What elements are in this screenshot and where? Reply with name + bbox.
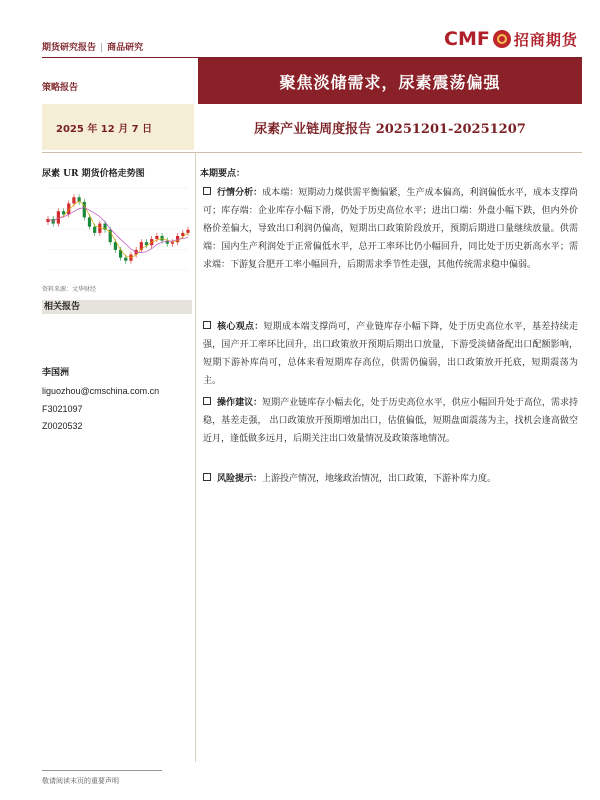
chart-candle bbox=[155, 236, 158, 239]
crumb-report: 期货研究报告 bbox=[42, 43, 97, 53]
section-divider bbox=[42, 152, 582, 153]
bullet-box-icon bbox=[203, 473, 211, 481]
report-subtitle: 尿素产业链周度报告 20251201-20251207 bbox=[254, 121, 526, 137]
bullet-trading-advice bbox=[203, 394, 578, 448]
author-license-1: F3021097 bbox=[42, 404, 83, 414]
chart-candle bbox=[93, 227, 96, 233]
bullet-box-icon bbox=[203, 397, 211, 405]
header-breadcrumb bbox=[42, 40, 143, 53]
bullet-text: 成本端：短期动力煤供需平衡偏紧，生产成本偏高，利润偏低水平，成本支撑尚可；库存端：企业库存小幅下滑，仍处于历史高位水平；进出口端：外盘小幅下跌，但内外价格价差偏大，导致出口利润仍偏高，短期出口政策阶段放开，预期后期进口量继续放量。供需端：国内生产利润处于正常偏低水平，总开工率环比仍小幅回升，同比处于历史新高水平；需求端：下游复合肥开工率小幅回升，后期需求季节性走强，其他传统需求稳中偏弱。 bbox=[203, 188, 578, 270]
crumb-separator: | bbox=[100, 43, 104, 53]
chart-candle bbox=[124, 258, 127, 261]
related-reports-heading: 相关报告 bbox=[42, 300, 192, 314]
bullet-label: 风险提示： bbox=[217, 474, 263, 484]
bullet-text: 上游投产情况，地缘政治情况，出口政策，下游补库力度。 bbox=[262, 474, 497, 484]
logo-cn-text: 招商期货 bbox=[513, 30, 578, 49]
bullet-label: 行情分析： bbox=[217, 188, 263, 198]
bullet-market-analysis bbox=[203, 184, 578, 274]
price-chart bbox=[42, 180, 192, 280]
company-logo bbox=[444, 27, 578, 51]
chart-heading: 尿素 UR 期货价格走势图 bbox=[42, 169, 145, 179]
date-box bbox=[42, 104, 194, 150]
logo-badge-icon bbox=[493, 30, 511, 48]
bullet-box-icon bbox=[203, 321, 211, 329]
price-chart-svg bbox=[42, 180, 192, 280]
bullet-text: 短期产业链库存小幅去化，处于历史高位水平，供应小幅回升处于高位，需求持稳，基差走强， 出口政策放开预期增加出口，估值偏低，短期盘面震荡为主，找机会逢高做空近月，逢低做多远月，后期关注出口效量情况及政策落地情况。 bbox=[203, 398, 578, 444]
chart-candle bbox=[62, 211, 65, 214]
chart-candle bbox=[88, 217, 91, 226]
author-name: 李国洲 bbox=[42, 368, 70, 378]
bullet-core-view bbox=[203, 318, 578, 390]
chart-candle bbox=[186, 230, 189, 233]
report-date: 2025 年 12 月 7 日 bbox=[56, 123, 153, 135]
bullet-risk-warning bbox=[203, 470, 578, 488]
chart-source: 资料来源：文华财经 bbox=[42, 286, 97, 293]
bullet-text: 短期成本端支撑尚可，产业链库存小幅下降，处于历史高位水平，基差持续走强，国产开工率环比回升，出口政策放开预期后期出口放量，下游受淡储备配出口配额影响，短期下游补库尚可，总体来看短期库存高位，供需仍偏弱，出口政策放开托底，短期震荡为主。 bbox=[203, 322, 578, 386]
chart-candle bbox=[72, 197, 75, 203]
footer-disclaimer: 敬请阅读末页的重要声明 bbox=[42, 777, 119, 785]
chart-candle bbox=[181, 233, 184, 236]
bullet-box-icon bbox=[203, 187, 211, 195]
page-title: 聚焦淡储需求，尿素震荡偏强 bbox=[279, 72, 501, 92]
report-type: 策略报告 bbox=[42, 83, 79, 93]
author-email[interactable]: liguozhou@cmschina.com.cn bbox=[42, 386, 160, 396]
logo-cmf-text: CMF bbox=[444, 28, 490, 50]
crumb-commodity: 商品研究 bbox=[107, 43, 144, 53]
bullet-label: 操作建议： bbox=[217, 398, 263, 408]
author-license-2: Z0020532 bbox=[42, 421, 83, 431]
chart-moving-average-line bbox=[48, 201, 188, 258]
bullet-label: 核心观点： bbox=[217, 322, 264, 332]
key-points-heading: 本期要点： bbox=[200, 169, 246, 179]
column-divider bbox=[195, 152, 196, 762]
title-banner bbox=[198, 58, 582, 104]
footer-divider bbox=[42, 770, 162, 771]
